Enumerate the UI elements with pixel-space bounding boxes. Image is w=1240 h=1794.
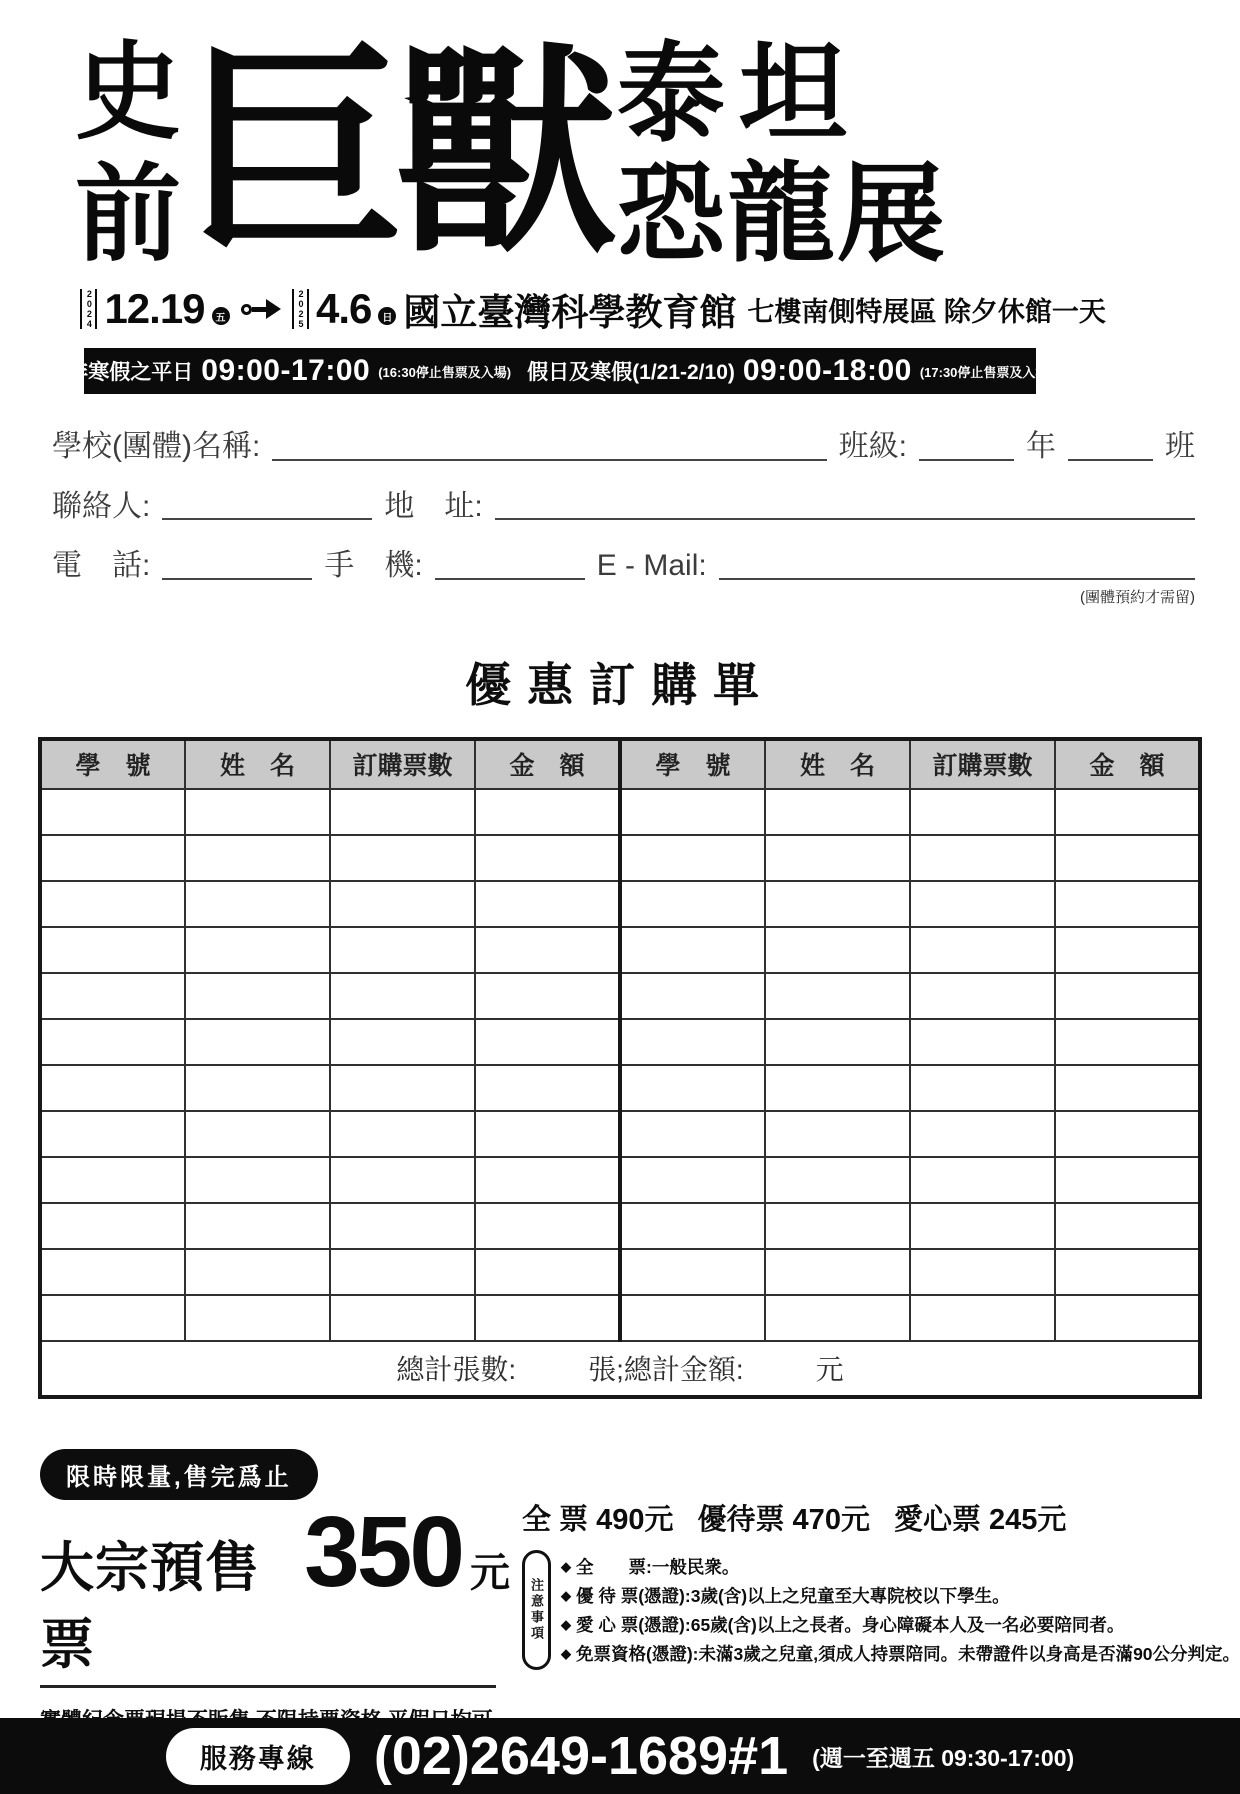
presale-block <box>40 1449 510 1764</box>
limited-time-badge: 限時限量,售完爲止 <box>40 1449 318 1500</box>
form-row-contact <box>52 490 1195 525</box>
grade-field <box>919 449 1014 461</box>
mobile-label: 手 機: <box>324 549 423 582</box>
order-cell <box>1055 1019 1200 1065</box>
order-row <box>40 881 1200 927</box>
notice-item <box>561 1641 1240 1666</box>
start-date: 12.19 <box>104 285 205 332</box>
order-cell <box>40 1111 185 1157</box>
order-cell <box>330 1157 475 1203</box>
order-col-header: 學 號 <box>620 739 765 789</box>
order-cell <box>620 1111 765 1157</box>
total-unit-label: 元 <box>815 1354 844 1385</box>
diamond-bullet-icon: ◆ <box>561 1616 571 1632</box>
order-row <box>40 789 1200 835</box>
notice-box <box>522 1550 1240 1670</box>
order-row <box>40 973 1200 1019</box>
title-main-giant-beast: 巨獸 <box>183 29 607 278</box>
ticket-price-item: 全 票 490元 <box>522 1503 674 1536</box>
order-cell <box>620 927 765 973</box>
ticket-price-block <box>510 1449 1240 1670</box>
order-cell <box>330 1203 475 1249</box>
order-cell <box>765 1295 910 1341</box>
order-cell <box>330 973 475 1019</box>
order-cell <box>40 1295 185 1341</box>
presale-price-unit: 元 <box>470 1550 510 1595</box>
order-row <box>40 835 1200 881</box>
order-cell <box>1055 1295 1200 1341</box>
order-cell <box>330 927 475 973</box>
order-cell <box>1055 927 1200 973</box>
order-cell <box>185 881 330 927</box>
presale-divider <box>40 1685 496 1688</box>
order-table-body <box>40 789 1200 1341</box>
holiday-time: 09:00-18:00 <box>742 354 912 387</box>
presale-price-value: 350 <box>304 1495 462 1608</box>
service-phone-number: (02)2649-1689#1 <box>373 1726 789 1786</box>
start-day-circle-icon: 五 <box>212 307 230 325</box>
order-cell <box>1055 1249 1200 1295</box>
arrow-head <box>266 299 281 319</box>
order-cell <box>40 927 185 973</box>
order-cell <box>475 973 620 1019</box>
order-cell <box>40 1249 185 1295</box>
order-cell <box>620 1249 765 1295</box>
order-cell <box>620 1019 765 1065</box>
total-count-label: 總計張數: <box>396 1354 517 1385</box>
class-label: 班級: <box>838 430 907 463</box>
diamond-bullet-icon: ◆ <box>561 1587 571 1603</box>
order-cell <box>40 881 185 927</box>
total-amount-label: 張;總計金額: <box>588 1354 744 1385</box>
order-cell <box>475 1111 620 1157</box>
order-cell <box>910 1019 1055 1065</box>
title-char-qian: 前 <box>75 156 181 274</box>
ticket-price-item: 愛心票 245元 <box>893 1503 1067 1536</box>
order-cell <box>185 789 330 835</box>
order-cell <box>910 973 1055 1019</box>
notice-item <box>561 1554 1240 1579</box>
order-cell <box>40 1157 185 1203</box>
order-col-header: 姓 名 <box>185 739 330 789</box>
order-cell <box>765 881 910 927</box>
order-cell <box>330 1295 475 1341</box>
notice-item <box>561 1612 1240 1637</box>
school-name-label: 學校(團體)名稱: <box>52 430 261 463</box>
order-cell <box>765 1111 910 1157</box>
order-cell <box>330 1019 475 1065</box>
order-cell <box>475 927 620 973</box>
email-field <box>719 568 1195 580</box>
order-cell <box>765 789 910 835</box>
bottom-info-section <box>40 1449 1240 1764</box>
order-cell <box>185 1249 330 1295</box>
order-row <box>40 1203 1200 1249</box>
order-cell <box>910 835 1055 881</box>
order-col-header: 金 額 <box>475 739 620 789</box>
ticket-prices <box>522 1497 1240 1538</box>
holiday-label: 假日及寒假(1/21-2/10) <box>527 361 735 384</box>
order-col-header: 訂購票數 <box>330 739 475 789</box>
order-cell <box>185 1019 330 1065</box>
order-cell <box>475 1203 620 1249</box>
end-year: 2025 <box>292 289 309 329</box>
venue-name: 國立臺灣科學教育館 <box>403 292 737 333</box>
order-cell <box>620 881 765 927</box>
order-total-row <box>40 1341 1200 1397</box>
order-row <box>40 927 1200 973</box>
order-cell <box>910 1203 1055 1249</box>
presale-ticket-label: 大宗預售票 <box>40 1537 260 1675</box>
order-cell <box>185 1111 330 1157</box>
order-cell <box>40 835 185 881</box>
notice-text: 免票資格(憑證):未滿3歲之兒童,須成人持票陪同。未帶證件以身高是否滿90公分判定。 <box>576 1643 1240 1664</box>
order-total-cell <box>40 1341 1200 1397</box>
year-suffix-label: 年 <box>1026 430 1056 463</box>
title-right-column <box>617 33 948 274</box>
email-label: E - Mail: <box>596 549 707 582</box>
order-col-header: 訂購票數 <box>910 739 1055 789</box>
school-name-field <box>272 449 826 461</box>
form-row-school <box>52 430 1195 465</box>
venue-location-note: 七樓南側特展區 除夕休館一天 <box>747 296 1106 327</box>
form-row-phone <box>52 549 1195 584</box>
end-day-circle-icon: 日 <box>378 307 396 325</box>
order-cell <box>765 1203 910 1249</box>
order-row <box>40 1065 1200 1111</box>
class-number-field <box>1068 449 1153 461</box>
order-table <box>38 737 1202 1399</box>
weekday-time: 09:00-17:00 <box>201 354 371 387</box>
order-table-header-row <box>40 739 1200 789</box>
order-cell <box>910 927 1055 973</box>
order-cell <box>40 973 185 1019</box>
weekday-label: 非寒假之平日 <box>67 361 194 384</box>
order-cell <box>475 1249 620 1295</box>
order-cell <box>475 1157 620 1203</box>
order-cell <box>910 1249 1055 1295</box>
order-cell <box>1055 973 1200 1019</box>
contact-person-field <box>162 508 372 520</box>
arrow-shaft <box>252 307 266 312</box>
order-cell <box>765 973 910 1019</box>
diamond-bullet-icon: ◆ <box>561 1558 571 1574</box>
order-cell <box>1055 835 1200 881</box>
order-cell <box>330 1249 475 1295</box>
order-col-header: 姓 名 <box>765 739 910 789</box>
holiday-note: (17:30停止售票及入場) <box>919 364 1053 380</box>
order-cell <box>185 1203 330 1249</box>
order-cell <box>1055 789 1200 835</box>
order-cell <box>185 1157 330 1203</box>
service-line-pill: 服務專線 <box>166 1728 350 1785</box>
order-cell <box>330 1065 475 1111</box>
order-cell <box>40 1065 185 1111</box>
diamond-bullet-icon: ◆ <box>561 1645 571 1661</box>
order-cell <box>620 835 765 881</box>
order-cell <box>620 973 765 1019</box>
phone-field <box>162 568 312 580</box>
order-cell <box>185 835 330 881</box>
order-cell <box>1055 881 1200 927</box>
arrow-icon <box>241 299 281 319</box>
end-date: 4.6 <box>315 285 372 332</box>
order-cell <box>620 1295 765 1341</box>
order-cell <box>1055 1203 1200 1249</box>
order-cell <box>40 789 185 835</box>
order-cell <box>765 1065 910 1111</box>
opening-hours-bar <box>67 348 1053 394</box>
date-venue-line <box>80 282 1240 336</box>
order-cell <box>185 1295 330 1341</box>
order-cell <box>620 1157 765 1203</box>
order-cell <box>1055 1065 1200 1111</box>
order-cell <box>330 835 475 881</box>
order-cell <box>765 835 910 881</box>
order-cell <box>475 881 620 927</box>
email-note: (團體預約才需留) <box>1080 588 1195 606</box>
order-cell <box>185 1065 330 1111</box>
order-cell <box>185 973 330 1019</box>
order-cell <box>475 1295 620 1341</box>
order-col-header: 學 號 <box>40 739 185 789</box>
order-cell <box>910 1295 1055 1341</box>
exhibition-title <box>75 29 1045 278</box>
order-cell <box>330 881 475 927</box>
title-titan: 泰坦 <box>617 33 862 154</box>
title-dino-expo: 恐龍展 <box>617 153 948 274</box>
order-cell <box>910 1065 1055 1111</box>
order-cell <box>620 1065 765 1111</box>
order-cell <box>765 1019 910 1065</box>
phone-label: 電 話: <box>52 549 151 582</box>
order-row <box>40 1295 1200 1341</box>
class-suffix-label: 班 <box>1165 430 1195 463</box>
order-cell <box>910 1111 1055 1157</box>
title-left-column <box>75 34 181 274</box>
order-row <box>40 1249 1200 1295</box>
order-cell <box>475 789 620 835</box>
notice-text: 愛 心 票(憑證):65歲(含)以上之長者。身心障礙本人及一名必要陪同者。 <box>576 1614 1125 1635</box>
notice-capsule-label: 注意事項 <box>522 1550 551 1670</box>
order-cell <box>185 927 330 973</box>
order-row <box>40 1111 1200 1157</box>
order-cell <box>765 1249 910 1295</box>
title-char-shi: 史 <box>75 34 181 152</box>
order-cell <box>910 789 1055 835</box>
mobile-field <box>435 568 585 580</box>
order-cell <box>765 1157 910 1203</box>
order-col-header: 金 額 <box>1055 739 1200 789</box>
order-cell <box>40 1203 185 1249</box>
arrow-ring <box>241 304 252 315</box>
address-label: 地 址: <box>384 489 483 523</box>
notice-item <box>561 1583 1240 1608</box>
start-year: 2024 <box>80 289 97 329</box>
order-cell <box>620 1203 765 1249</box>
notice-text: 優 待 票(憑證):3歲(含)以上之兒童至大專院校以下學生。 <box>576 1585 1010 1606</box>
order-row <box>40 1019 1200 1065</box>
order-cell <box>330 1111 475 1157</box>
address-field <box>495 508 1195 520</box>
ticket-price-item: 優待票 470元 <box>697 1503 870 1536</box>
weekday-note: (16:30停止售票及入場) <box>378 364 512 380</box>
service-footer-bar <box>0 1718 1240 1794</box>
order-cell <box>475 1019 620 1065</box>
contact-person-label: 聯絡人: <box>52 489 151 523</box>
order-cell <box>620 789 765 835</box>
contact-form <box>52 430 1195 607</box>
order-cell <box>475 835 620 881</box>
order-cell <box>765 927 910 973</box>
order-form-title: 優惠訂購單 <box>465 658 775 711</box>
order-row <box>40 1157 1200 1203</box>
order-cell <box>1055 1157 1200 1203</box>
order-cell <box>1055 1111 1200 1157</box>
order-cell <box>40 1019 185 1065</box>
notice-text: 全 票:一般民衆。 <box>576 1556 740 1577</box>
order-cell <box>910 881 1055 927</box>
order-cell <box>475 1065 620 1111</box>
presale-price-line <box>40 1495 510 1679</box>
order-cell <box>330 789 475 835</box>
order-cell <box>910 1157 1055 1203</box>
notice-list <box>561 1550 1240 1670</box>
service-hours: (週一至週五 09:30-17:00) <box>812 1744 1075 1771</box>
